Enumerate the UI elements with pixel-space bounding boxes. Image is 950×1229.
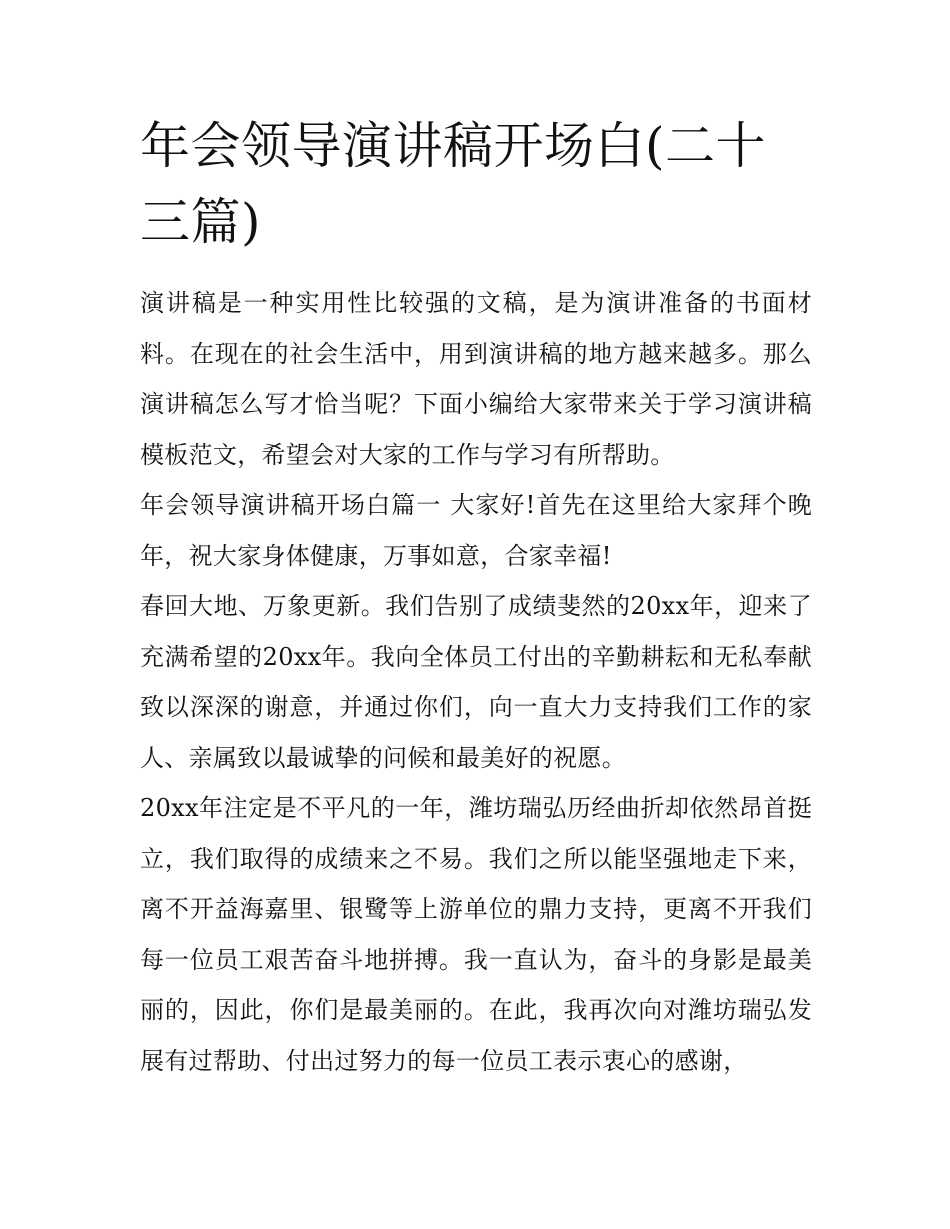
document-content (140, 108, 812, 1086)
paragraph-intro: 演讲稿是一种实用性比较强的文稿，是为演讲准备的书面材料。在现在的社会生活中，用到演讲稿的地方越来越多。那么演讲稿怎么写才恰当呢？下面小编给大家带来关于学习演讲稿模板范文，希望会对大家的工作与学习有所帮助。 (140, 289, 812, 469)
paragraph-new-year: 春回大地、万象更新。我们告别了成绩斐然的20xx年，迎来了充满希望的20xx年。我向全体员工付出的辛勤耕耘和无私奉献致以深深的谢意，并通过你们，向一直大力支持我们工作的家人、亲属致以最诚挚的问候和最美好的祝愿。 (140, 592, 812, 772)
paragraph-greeting: 年会领导演讲稿开场白篇一 大家好!首先在这里给大家拜个晚年，祝大家身体健康，万事如意，合家幸福! (140, 491, 812, 570)
paragraph-review: 20xx年注定是不平凡的一年，潍坊瑞弘历经曲折却依然昂首挺立，我们取得的成绩来之不易。我们之所以能坚强地走下来，离不开益海嘉里、银鹭等上游单位的鼎力支持，更离不开我们每一位员工艰苦奋斗地拼搏。我一直认为，奋斗的身影是最美丽的，因此，你们是最美丽的。在此，我再次向对潍坊瑞弘发展有过帮助、付出过努力的每一位员工表示衷心的感谢， (140, 794, 812, 1075)
document-title: 年会领导演讲稿开场白(二十三篇) (140, 117, 767, 251)
